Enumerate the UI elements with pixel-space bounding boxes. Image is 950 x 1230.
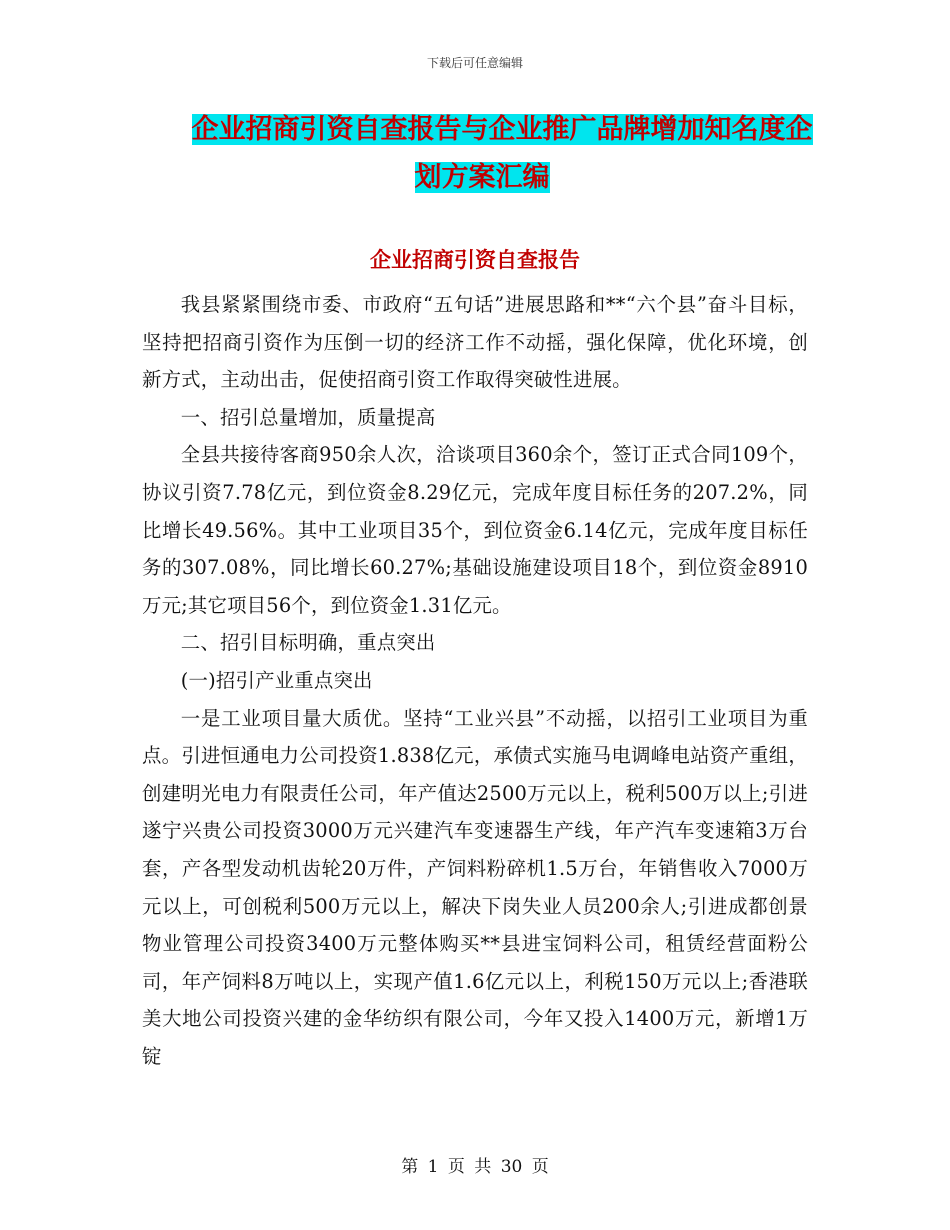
document-body	[142, 286, 808, 1075]
section-title: 企业招商引资自查报告	[370, 247, 580, 272]
header-note: 下载后可任意编辑	[426, 56, 523, 70]
document-title	[142, 106, 822, 202]
heading-section-2: 二、招引目标明确，重点突出	[180, 631, 436, 655]
paragraph-totals: 全县共接待客商950余人次，洽谈项目360余个，签订正式合同109个，协议引资7.78亿元，到位资金8.29亿元，完成年度目标任务的207.2%，同比增长49.56%。其中工业项目35个，到位资金6.14亿元，完成年度目标任务的307.08%，同比增长60.27%;基础设施建设项目18个，到位资金8910万元;其它项目56个，到位资金1.31亿元。	[142, 443, 808, 617]
document-title-line-2: 划方案汇编	[414, 162, 550, 193]
subheading-industry: (一)招引产业重点突出	[180, 668, 373, 692]
paragraph-industrial-projects: 一是工业项目量大质优。坚持“工业兴县”不动摇，以招引工业项目为重点。引进恒通电力公司投资1.838亿元，承债式实施马电调峰电站资产重组，创建明光电力有限责任公司，年产值达2500万元以上，税利500万以上;引进遂宁兴贵公司投资3000万元兴建汽车变速器生产线，年产汽车变速箱3万台套，产各型发动机齿轮20万件，产饲料粉碎机1.5万台，年销售收入7000万元以上，可创税利500万元以上，解决下岗失业人员200余人;引进成都创景物业管理公司投资3400万元整体购买**县进宝饲料公司，租赁经营面粉公司，年产饲料8万吨以上，实现产值1.6亿元以上，利税150万元以上;香港联美大地公司投资兴建的金华纺织有限公司，今年又投入1400万元，新增1万锭	[142, 706, 808, 1068]
heading-section-1: 一、招引总量增加，质量提高	[180, 405, 436, 429]
paragraph-intro: 我县紧紧围绕市委、市政府“五句话”进展思路和**“六个县”奋斗目标，坚持把招商引资作为压倒一切的经济工作不动摇，强化保障，优化环境，创新方式，主动出击，促使招商引资工作取得突破性进展。	[142, 293, 808, 392]
page-footer: 第 1 页 共 30 页	[401, 1157, 549, 1177]
document-title-line-1: 企业招商引资自查报告与企业推广品牌增加知名度企	[191, 114, 813, 145]
